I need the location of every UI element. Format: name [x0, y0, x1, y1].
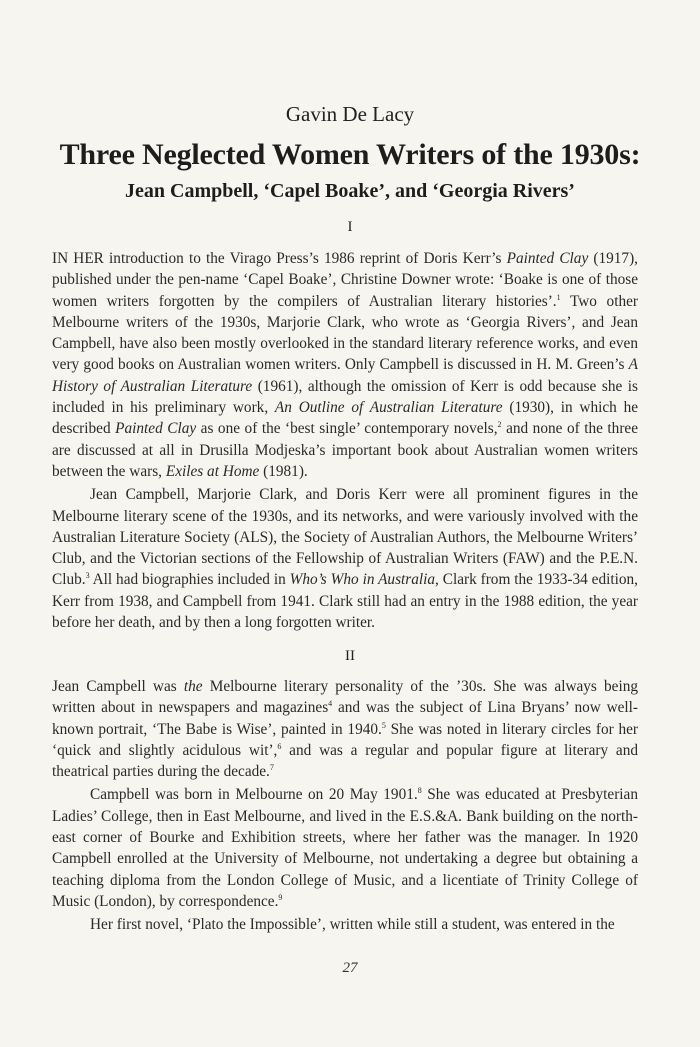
footnote-ref-9[interactable]: 9: [278, 892, 283, 902]
footnote-ref-6[interactable]: 6: [277, 741, 282, 751]
paragraph-2: Jean Campbell, Marjorie Clark, and Doris Kerr were all prominent figures in the Melbourne literary scene of the 1930s, and its networks, and were variously involved with the Australian Literature Society (ALS), the Society of Australian Authors, the Melbourne Writers’ Club, and the Victorian sections of the Fellowship of Australian Writers (FAW) and the P.E.N. Club.$^3$ All had biographies included in Who’s Who in Australia, Clark from the 1933-34 edition, Kerr from 1938, and Campbell from 1941. Clark still had an entry in the 1988 edition, the year before her death, and by then a long forgotten writer.: [52, 486, 638, 632]
page-number: 27: [342, 960, 358, 976]
footnote-ref-3[interactable]: 3: [85, 571, 90, 581]
footnote-ref-7[interactable]: 7: [269, 763, 274, 773]
article-title: Three Neglected Women Writers of the 1930s:: [59, 138, 641, 171]
section-numeral-2: II: [345, 648, 355, 664]
paragraph-5: Her first novel, ‘Plato the Impossible’, written while still a student, was entered in the: [90, 916, 615, 934]
footnote-ref-1[interactable]: 1: [556, 292, 561, 302]
section-1-body: [52, 248, 638, 633]
article-subtitle: Jean Campbell, ‘Capel Boake’, and ‘Georgia Rivers’: [125, 180, 575, 202]
footnote-ref-2[interactable]: 2: [497, 420, 502, 430]
paragraph-3: Jean Campbell was the Melbourne literary personality of the ’30s. She was always being written about in newspapers and magazines$^4$ and was the subject of Lina Bryans’ now well-known portrait, ‘The Babe is Wise’, painted in 1940.$^5$ She was noted in literary circles for her ‘quick and slightly acidulous wit’,$^6$ and was a regular and popular figure at literary and theatrical parties during the decade.$^7$: [52, 678, 639, 781]
article-author: Gavin De Lacy: [285, 102, 415, 126]
footnote-ref-8[interactable]: 8: [417, 786, 422, 796]
footnote-ref-4[interactable]: 4: [328, 699, 333, 709]
paragraph-1: IN HER introduction to the Virago Press’s 1986 reprint of Doris Kerr’s Painted Clay (1917), published under the pen-name ‘Capel Boake’, Christine Downer wrote: ‘Boake is one of those women writers forgotten by the compilers of Australian literary histories’.$^1$ Two other Melbourne writers of the 1930s, Marjorie Clark, who wrote as ‘Georgia Rivers’, and Jean Campbell, have also been mostly overlooked in the standard literary reference works, and even very good books on Australian women writers. Only Campbell is discussed in H. M. Green’s A History of Australian Literature (1961), although the omission of Kerr is odd because she is included in his preliminary work, An Outline of Australian Literature (1930), in which he described Painted Clay as one of the ‘best single’ contemporary novels,$^2$ and none of the three are discussed at all in Drusilla Modjeska’s important book about Australian women writers between the wars, Exiles at Home (1981).: [52, 250, 639, 480]
section-numeral-1: I: [347, 219, 353, 235]
footnote-ref-5[interactable]: 5: [381, 720, 386, 730]
paragraph-4: Campbell was born in Melbourne on 20 May 1901.$^8$ She was educated at Presbyterian Ladies’ College, then in East Melbourne, and lived in the E.S.&A. Bank building on the north-east corner of Bourke and Exhibition streets, where her father was the manager. In 1920 Campbell enrolled at the University of Melbourne, not undertaking a degree but obtaining a teaching diploma from the London College of Music, and a licentiate of Trinity College of Music (London), by correspondence.$^9$: [52, 786, 638, 910]
section-2-body: [52, 676, 638, 936]
